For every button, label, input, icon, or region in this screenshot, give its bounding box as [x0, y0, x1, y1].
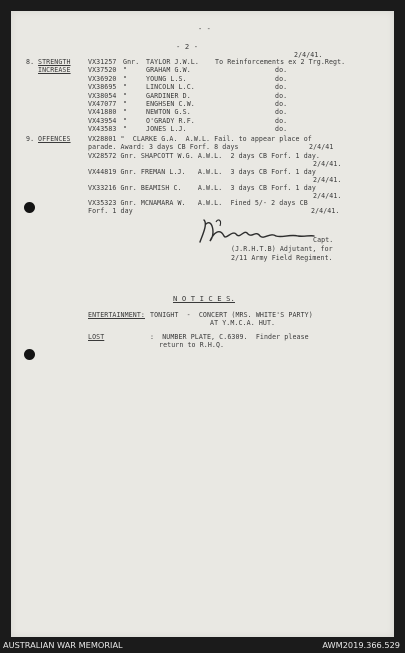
- offence-line: VX44819 Gnr. FREMAN L.J. A.W.L. 3 days CB Forf. 1 day: [88, 168, 316, 176]
- entry-note: do.: [275, 116, 288, 125]
- rank: ": [123, 74, 128, 83]
- section-title: OFFENCES: [38, 135, 71, 143]
- entry-note: do.: [275, 125, 288, 134]
- soldier-name: O'GRADY R.F.: [146, 116, 195, 125]
- notice-label: ENTERTAINMENT:: [88, 311, 145, 319]
- offence-date: 2/4/41.: [311, 207, 340, 215]
- rank: ": [123, 66, 128, 75]
- footer-credit: AUSTRALIAN WAR MEMORIAL: [3, 640, 123, 650]
- offence-line: VX35323 Gnr. MCNAMARA W. A.W.L. Fined 5/- 2 days CB: [88, 199, 308, 207]
- punch-hole: [24, 349, 35, 360]
- offence-line: parade. Award: 3 days CB Forf. 8 days: [88, 143, 239, 151]
- rank: ": [123, 83, 128, 92]
- rank: ": [123, 100, 128, 108]
- notice-label: LOST: [88, 333, 105, 341]
- footer-accession-number: AWM2019.366.529: [322, 640, 400, 650]
- service-number: VX38695: [88, 83, 117, 92]
- soldier-name: GARDINER D.: [146, 91, 191, 100]
- entry-note: do.: [275, 108, 288, 117]
- section-title: INCREASE: [38, 66, 71, 74]
- service-number: VX37520: [88, 66, 117, 75]
- footer-bar: [0, 637, 405, 653]
- offence-line: Forf. 1 day: [88, 207, 133, 215]
- top-marks: - -: [198, 25, 211, 33]
- entry-note: do.: [275, 100, 288, 108]
- section-number: 9.: [26, 135, 35, 143]
- offence-line: VX28572 Gnr. SHAPCOTT W.G. A.W.L. 2 days CB Forf. 1 day.: [88, 152, 320, 160]
- signature-unit: 2/11 Army Field Regiment.: [231, 254, 333, 262]
- punch-hole: [24, 202, 35, 213]
- section-title: STRENGTH: [38, 58, 71, 66]
- service-number: VX43954: [88, 116, 117, 125]
- offence-line: VX33216 Gnr. BEAMISH C. A.W.L. 3 days CB Forf. 1 day: [88, 184, 316, 192]
- offence-date: 2/4/41.: [313, 176, 342, 184]
- rank: Gnr.: [123, 58, 140, 66]
- service-number: VX43583: [88, 125, 117, 134]
- entry-note: do.: [275, 74, 288, 83]
- signature-title: (J.R.H.T.B) Adjutant, for: [231, 245, 333, 253]
- page-number: - 2 -: [176, 42, 199, 51]
- notices-heading: N O T I C E S.: [173, 294, 235, 303]
- soldier-name: LINCOLN L.C.: [146, 83, 195, 92]
- section-number: 8.: [26, 58, 35, 66]
- offence-date: 2/4/41.: [313, 192, 342, 200]
- entry-note: do.: [275, 91, 288, 100]
- soldier-name: YOUNG L.S.: [146, 74, 187, 83]
- notice-text: TONIGHT - CONCERT (MRS. WHITE'S PARTY): [150, 311, 313, 319]
- soldier-name: ENGHSEN C.W.: [146, 100, 195, 108]
- offence-line: VX28801 " CLARKE G.A. A.W.L. Fail. to appear place of: [88, 135, 312, 143]
- document-page: [11, 11, 394, 637]
- offence-date: 2/4/41.: [313, 160, 342, 168]
- service-number: VX41880: [88, 108, 117, 117]
- soldier-name: GRAHAM G.W.: [146, 66, 191, 75]
- offence-date: 2/4/41: [309, 143, 334, 151]
- soldier-name: JONES L.J.: [146, 125, 187, 134]
- notice-text: : NUMBER PLATE, C.6309. Finder please: [150, 333, 309, 341]
- rank: ": [123, 125, 128, 134]
- entry-note: do.: [275, 66, 288, 75]
- rank: ": [123, 91, 128, 100]
- signature-rank: Capt.: [313, 236, 334, 244]
- rank: ": [123, 108, 128, 117]
- service-number: VX36920: [88, 74, 117, 83]
- service-number: VX47077: [88, 100, 117, 108]
- service-number: VX31257: [88, 58, 117, 66]
- notice-text: return to R.H.Q.: [159, 341, 225, 349]
- entry-note: To Reinforcements ex 2 Trg.Regt.: [215, 58, 346, 66]
- soldier-name: TAYLOR J.W.L.: [146, 58, 199, 66]
- notice-text: AT Y.M.C.A. HUT.: [210, 319, 276, 327]
- rank: ": [123, 116, 128, 125]
- entry-note: do.: [275, 83, 288, 92]
- header-date: 2/4/41.: [294, 51, 323, 59]
- service-number: VX38054: [88, 91, 117, 100]
- soldier-name: NEWTON G.S.: [146, 108, 191, 117]
